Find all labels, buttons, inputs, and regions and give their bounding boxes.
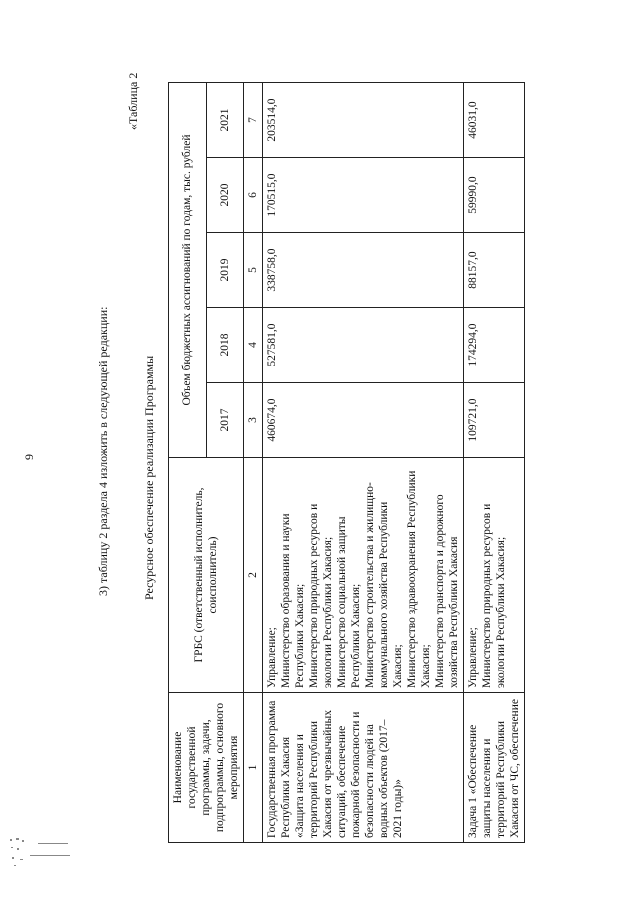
header-budget: Объем бюджетных ассигнований по годам, тыс. рублей <box>169 83 207 458</box>
colnum-7: 7 <box>244 83 263 158</box>
value-2018: 527581,0 <box>263 308 464 383</box>
value-2017: 460674,0 <box>263 383 464 458</box>
colnum-2: 2 <box>244 458 263 693</box>
value-2021: 46031,0 <box>464 83 525 158</box>
page-number: 9 <box>22 454 36 460</box>
program-name-cell: Государственная программа Республики Хакасия «Защита населения и территорий Республики Хакасия от чрезвычайных ситуаций, обеспечение пожарной безопасности и безопасности людей на водных объектов (2017–2021 годы)» <box>263 693 464 843</box>
value-2020: 170515,0 <box>263 158 464 233</box>
value-2018: 174294,0 <box>464 308 525 383</box>
resource-table <box>168 82 525 843</box>
year-2018: 2018 <box>206 308 244 383</box>
year-2020: 2020 <box>206 158 244 233</box>
table-caption: «Таблица 2 <box>126 72 140 130</box>
task-name-cell: Задача 1 «Обеспечение защиты населения и территорий Республики Хакасия от ЧС, обеспечение <box>464 693 525 843</box>
header-row-1 <box>169 83 207 843</box>
value-2019: 338758,0 <box>263 233 464 308</box>
column-number-row <box>244 83 263 843</box>
colnum-6: 6 <box>244 158 263 233</box>
header-name: Наименование государственной программы, задачи, подпрограммы, основного мероприятия <box>169 693 244 843</box>
value-2017: 109721,0 <box>464 383 525 458</box>
colnum-1: 1 <box>244 693 263 843</box>
table-row <box>263 83 464 843</box>
year-2017: 2017 <box>206 383 244 458</box>
header-grbs: ГРБС (ответственный исполнитель, соисполнитель) <box>169 458 244 693</box>
year-2019: 2019 <box>206 233 244 308</box>
grbs-cell: Управление; Министерство природных ресурсов и экологии Республики Хакасия; <box>464 458 525 693</box>
value-2019: 88157,0 <box>464 233 525 308</box>
table-row <box>464 83 525 843</box>
colnum-4: 4 <box>244 308 263 383</box>
year-2021: 2021 <box>206 83 244 158</box>
grbs-cell: Управление; Министерство образования и науки Республики Хакасия; Министерство природных ресурсов и экологии Республики Хакасия; Министерство социальной защиты Республики Хакасия; Министерство строительства и жилищно-коммунального хозяйства Республики Хакасия; Министерство здравоохранения Республики Хакасия; Министерство транспорта и дорожного хозяйства Республики Хакасия <box>263 458 464 693</box>
colnum-5: 5 <box>244 233 263 308</box>
intro-text: 3) таблицу 2 раздела 4 изложить в следующей редакции: <box>96 306 110 596</box>
value-2021: 203514,0 <box>263 83 464 158</box>
scan-artifact-mark <box>8 835 78 870</box>
colnum-3: 3 <box>244 383 263 458</box>
resource-table-container <box>168 83 548 843</box>
table-title: Ресурсное обеспечение реализации Программы <box>142 355 156 600</box>
value-2020: 59990,0 <box>464 158 525 233</box>
